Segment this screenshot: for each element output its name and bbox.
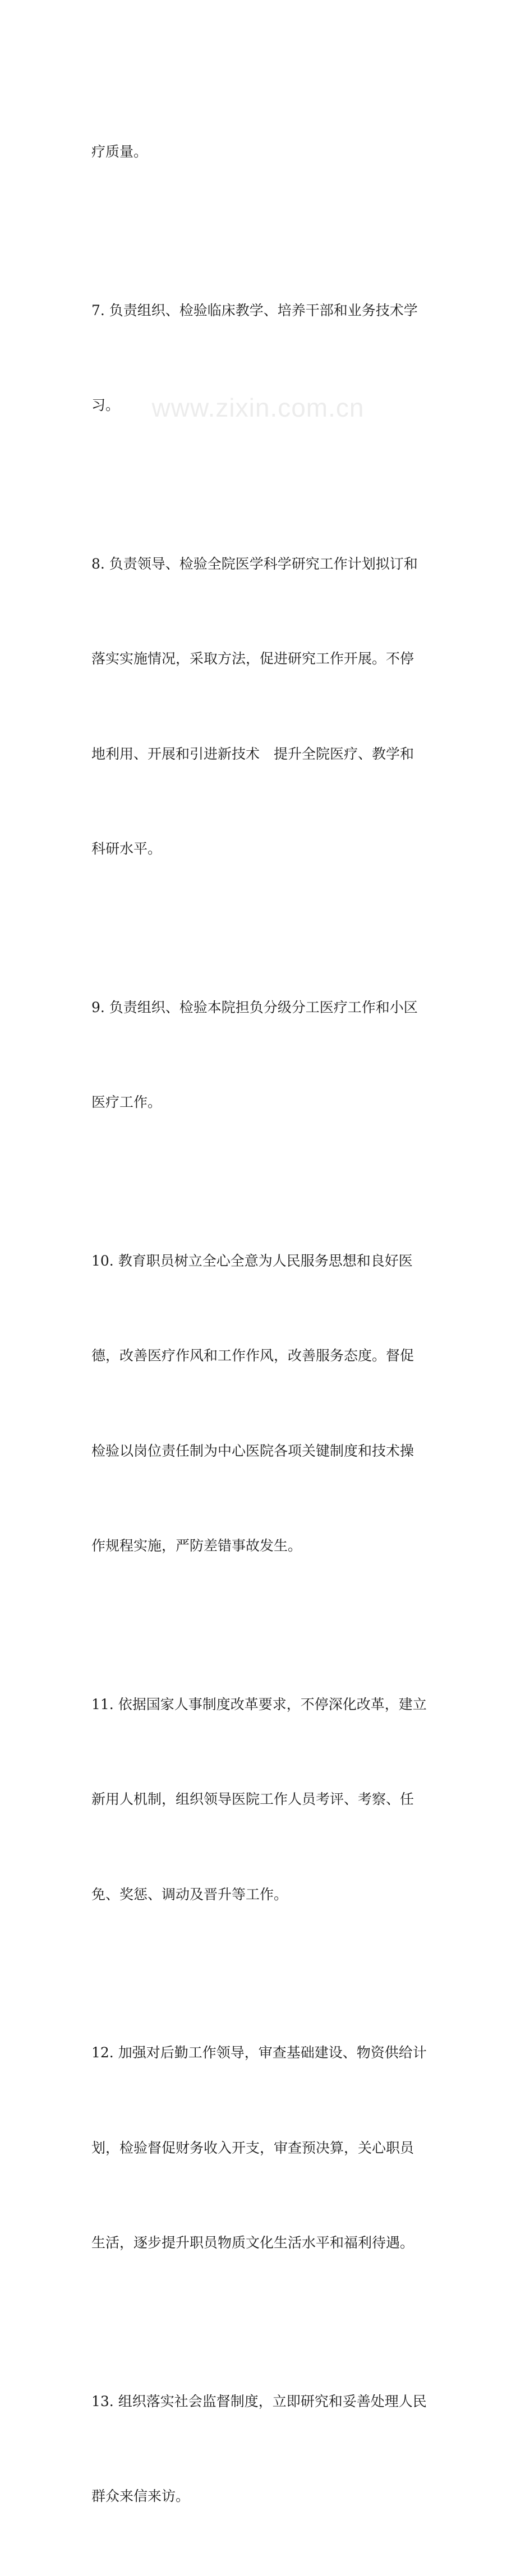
text-line: 10. 教育职员树立全心全意为人民服务思想和良好医 [91,1252,413,1269]
paragraph-item-8 [91,485,434,929]
paragraph-continuation [91,73,434,232]
text-line: 检验以岗位责任制为中心医院各项关键制度和技术操 [91,1442,414,1459]
text-line: 科研水平。 [91,841,162,857]
text-line: 群众来信来访。 [91,2488,190,2504]
text-line: 划，检验督促财务收入开支，审查预决算，关心职员 [91,2139,414,2156]
text-line: 落实实施情况，采取方法，促进研究工作开展。不停 [91,650,414,667]
text-line: 免、奖惩、调动及晋升等工作。 [91,1886,288,1903]
text-line: 生活，逐步提升职员物质文化生活水平和福利待遇。 [91,2235,414,2251]
text-line: 8. 负责领导、检验全院医学科学研究工作计划拟订和 [91,555,418,572]
text-line: 7. 负责组织、检验临床教学、培养干部和业务技术学 [91,302,418,318]
paragraph-item-13 [91,2323,434,2576]
text-line: 习。 [91,397,120,413]
text-line: 9. 负责组织、检验本院担负分级分工医疗工作和小区 [91,999,418,1015]
paragraph-item-7 [91,232,434,485]
paragraph-item-10 [91,1182,434,1626]
text-line: 13. 组织落实社会监督制度，立即研究和妥善处理人民 [91,2393,427,2409]
paragraph-item-11 [91,1626,434,1974]
paragraph-item-9 [91,929,434,1182]
text-line: 医疗工作。 [91,1094,162,1110]
text-line: 新用人机制，组织领导医院工作人员考评、考察、任 [91,1791,414,1807]
text-line: 12. 加强对后勤工作领导，审查基础建设、物资供给计 [91,2044,427,2061]
text-line: 地利用、开展和引进新技术 提升全院医疗、教学和 [91,745,414,762]
text-line: 作规程实施，严防差错事故发生。 [91,1538,302,1554]
watermark-text: www.zixin.com.cn [151,393,365,422]
document-body [91,73,434,2576]
text-line: 11. 依据国家人事制度改革要求，不停深化改革，建立 [91,1696,427,1712]
text-line: 德，改善医疗作风和工作作风，改善服务态度。督促 [91,1347,414,1364]
text-line: 疗质量。 [91,144,148,160]
paragraph-item-12 [91,1974,434,2323]
